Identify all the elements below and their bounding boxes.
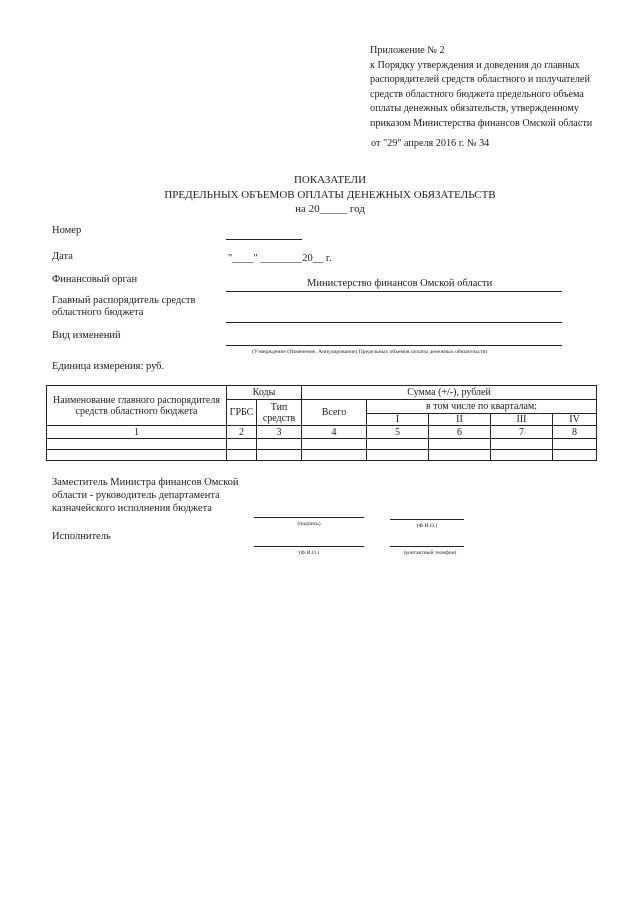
col-number-6: 6 — [429, 426, 491, 439]
deputy-title-line-1: Заместитель Министра финансов Омской — [52, 477, 239, 488]
quarter-3-cell — [491, 414, 553, 426]
appendix-line-1: Приложение № 2 — [370, 45, 445, 56]
header-name-text: Наименование главного распорядителя средств областного бюджета — [53, 394, 220, 417]
quarter-4-cell — [553, 414, 597, 426]
document-title-line-1: ПОКАЗАТЕЛИ — [293, 174, 367, 186]
col-number-7: 7 — [491, 426, 553, 439]
quarter-3-text: III — [516, 414, 527, 425]
fin-organ-label: Финансовый орган — [52, 274, 138, 285]
quarter-4-text: IV — [569, 414, 580, 425]
phone-line — [390, 546, 464, 547]
table-cell — [429, 450, 491, 461]
appendix-line-5: оплаты денежных обязательств, утвержденному — [370, 103, 579, 115]
signature-caption: (подпись) — [297, 521, 321, 527]
col-number-2: 2 — [227, 426, 257, 439]
header-quarters-cell — [367, 400, 597, 414]
document-title-line-3: на 20_____ год — [295, 203, 365, 215]
header-codes-cell — [227, 386, 302, 400]
col-number-5: 5 — [367, 426, 429, 439]
fin-organ-line — [226, 291, 562, 292]
header-grbs-text: ГРБС — [229, 407, 254, 418]
header-total-text: Всего — [321, 407, 347, 418]
date-value: "____" ________20__ г. — [228, 253, 332, 264]
header-grbs-cell — [227, 400, 257, 426]
date-label: Дата — [52, 251, 73, 262]
col-number-8: 8 — [553, 426, 597, 439]
fio-caption-1: (Ф.И.О.) — [416, 523, 438, 529]
col-number-1: 1 — [47, 426, 227, 439]
quarter-1-text: I — [395, 414, 400, 425]
table-cell — [257, 450, 302, 461]
table-cell — [367, 450, 429, 461]
number-label: Номер — [52, 225, 82, 236]
unit-label: Единица измерения: руб. — [52, 361, 165, 372]
header-name-cell — [47, 386, 227, 426]
change-type-label: Вид изменений — [52, 330, 121, 341]
header-fund-type-cell — [257, 400, 302, 426]
header-sum-text: Сумма (+/-), рублей — [407, 387, 491, 398]
distributor-line — [226, 322, 562, 323]
phone-caption: (контактный телефон) — [403, 550, 457, 556]
quarter-2-text: II — [456, 414, 463, 425]
table-cell — [491, 450, 553, 461]
appendix-line-2: к Порядку утверждения и доведения до главных — [370, 59, 580, 71]
fio-line-1 — [390, 519, 464, 520]
table-cell — [227, 439, 257, 450]
change-type-caption: (Утверждение (Изменение, Аннулирование) Предельных объемов оплаты денежных обязательств) — [252, 349, 488, 355]
appendix-line-4: средств областного бюджета предельного объема — [370, 88, 584, 100]
quarter-1-cell — [367, 414, 429, 426]
appendix-date-line: от "29" апреля 2016 г. № 34 — [371, 138, 490, 149]
appendix-line-6: приказом Министерства финансов Омской области — [370, 117, 593, 129]
table-cell — [367, 439, 429, 450]
table-cell — [429, 439, 491, 450]
table-cell — [553, 450, 597, 461]
table-cell — [257, 439, 302, 450]
col-number-4: 4 — [302, 426, 367, 439]
limits-table — [46, 385, 597, 461]
document-title-line-2: ПРЕДЕЛЬНЫХ ОБЪЕМОВ ОПЛАТЫ ДЕНЕЖНЫХ ОБЯЗАТЕЛЬСТВ — [164, 189, 496, 201]
number-field-line — [226, 239, 302, 240]
distributor-label-line-2: областного бюджета — [52, 307, 144, 318]
table-cell — [47, 439, 227, 450]
change-type-line — [226, 345, 562, 346]
fin-organ-value: Министерство финансов Омской области — [307, 278, 493, 289]
quarter-2-cell — [429, 414, 491, 426]
header-codes-text: Коды — [252, 387, 276, 398]
deputy-title-line-3: казначейского исполнения бюджета — [52, 503, 212, 514]
table-cell — [302, 439, 367, 450]
executor-label: Исполнитель — [52, 531, 111, 542]
table-cell — [302, 450, 367, 461]
header-quarters-text: в том числе по кварталам: — [426, 401, 538, 412]
header-fund-type-text: Тип средств — [262, 401, 296, 424]
appendix-line-3: распорядителей средств областного и получателей — [370, 74, 590, 86]
appendix-block — [370, 44, 592, 132]
fio-line-2 — [254, 546, 364, 547]
table-cell — [227, 450, 257, 461]
header-sum-cell — [302, 386, 597, 400]
table-row — [47, 450, 597, 461]
table-cell — [47, 450, 227, 461]
header-total-cell — [302, 400, 367, 426]
fio-caption-2: (Ф.И.О.) — [298, 550, 320, 556]
table-cell — [491, 439, 553, 450]
table-row — [47, 439, 597, 450]
distributor-label-line-1: Главный распорядитель средств — [52, 295, 196, 306]
signature-line — [254, 517, 364, 518]
table-cell — [553, 439, 597, 450]
deputy-title-line-2: области - руководитель департамента — [52, 490, 220, 501]
col-number-3: 3 — [257, 426, 302, 439]
